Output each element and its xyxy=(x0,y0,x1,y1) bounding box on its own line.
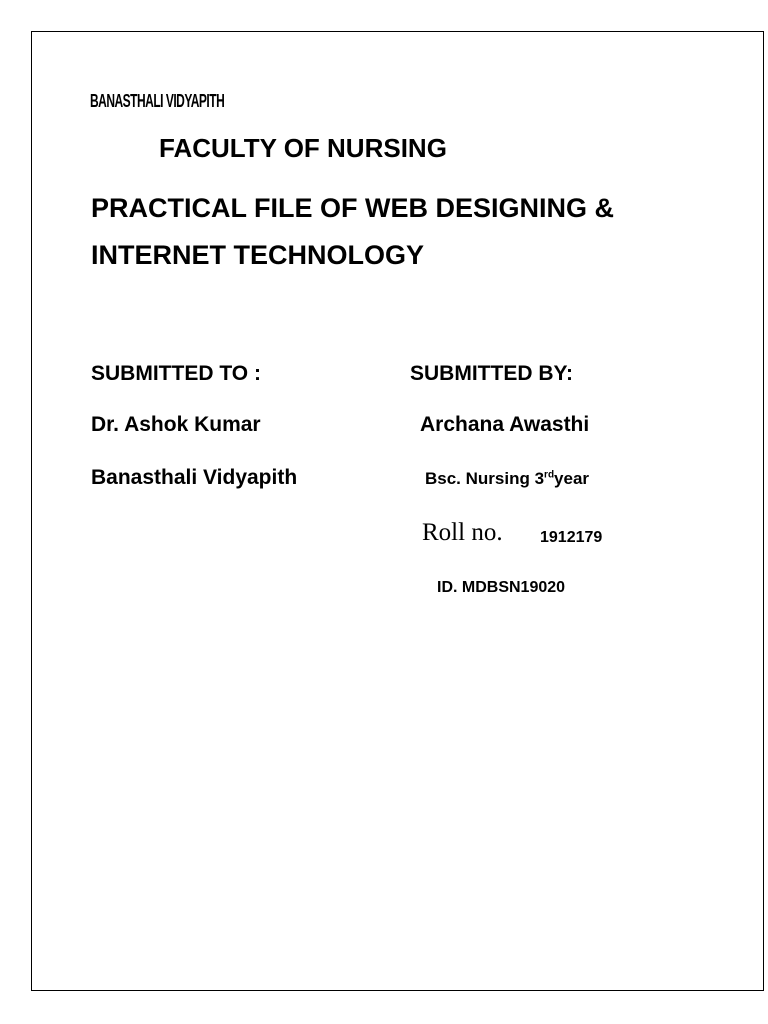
course-prefix: Bsc. Nursing 3 xyxy=(425,469,545,488)
page-border xyxy=(31,31,764,991)
submitted-to-label: SUBMITTED TO : xyxy=(91,362,261,385)
course-ordinal: rd xyxy=(544,469,555,481)
institution-name: Banasthali Vidyapith xyxy=(91,466,298,489)
student-id: ID. MDBSN19020 xyxy=(437,579,566,596)
roll-number-value: 1912179 xyxy=(540,529,603,546)
faculty-heading: FACULTY OF NURSING xyxy=(159,133,447,163)
logo-text: BANASTHALI VIDYAPITH xyxy=(90,90,225,112)
document-title-line2: INTERNET TECHNOLOGY xyxy=(91,240,425,270)
course-suffix: year xyxy=(554,469,590,488)
submitted-by-label: SUBMITTED BY: xyxy=(410,362,573,385)
student-name: Archana Awasthi xyxy=(420,413,590,436)
teacher-name: Dr. Ashok Kumar xyxy=(91,413,261,436)
document-title-line1: PRACTICAL FILE OF WEB DESIGNING & xyxy=(91,193,615,223)
course-info xyxy=(425,470,589,487)
roll-number-label: Roll no. xyxy=(422,519,503,546)
